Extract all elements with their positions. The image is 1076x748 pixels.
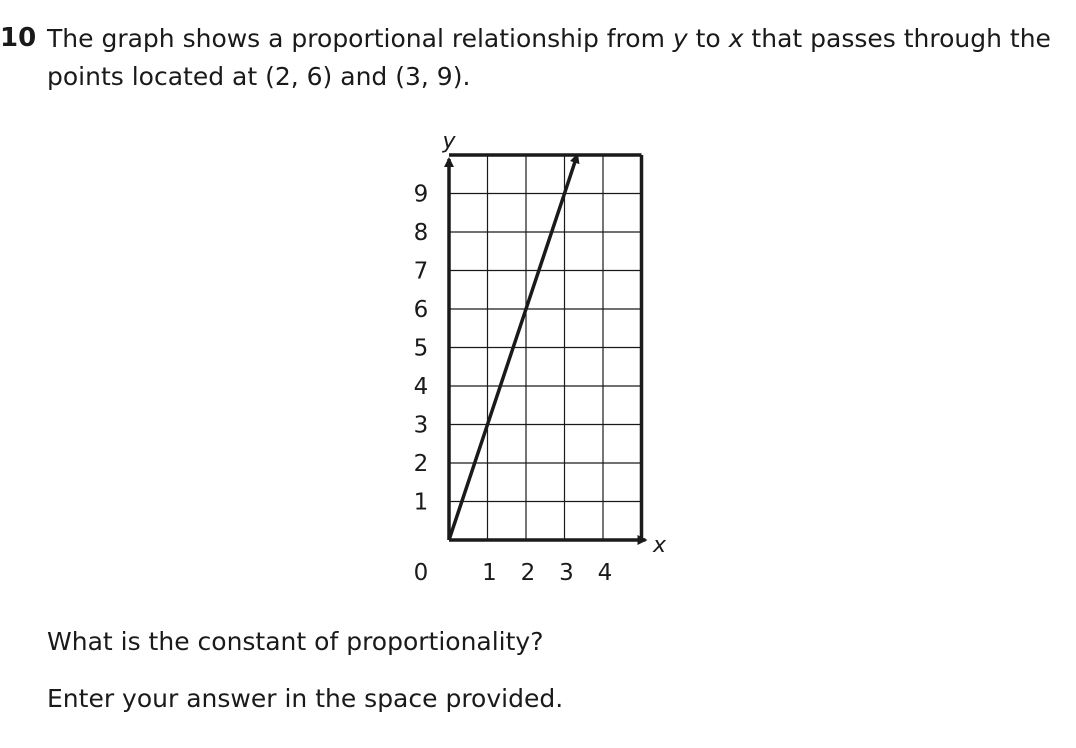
proportional-graph: [395, 126, 675, 596]
stem-text-1: The graph shows a proportional relationship from: [47, 24, 673, 53]
question-prompt: What is the constant of proportionality?: [47, 627, 544, 656]
answer-instruction: Enter your answer in the space provided.: [47, 684, 564, 713]
variable-y: y: [672, 24, 688, 53]
stem-text-2: to: [687, 24, 729, 53]
question-number: 10: [0, 23, 37, 53]
y-tick-label: 6: [413, 297, 429, 323]
y-tick-label: 3: [413, 412, 429, 439]
axis-labels: [414, 129, 667, 586]
x-tick-label: 1: [482, 560, 497, 586]
y-tick-label: 9: [413, 181, 429, 208]
y-tick-label: 2: [413, 451, 429, 477]
y-tick-label: 4: [413, 374, 429, 400]
stem-text-3: that passes through the points located at (2, 6) and (3, 9).: [47, 24, 1051, 91]
y-tick-label: 7: [413, 258, 429, 285]
grid-lines: [449, 155, 642, 540]
x-tick-label: 2: [520, 560, 536, 586]
y-tick-label: 5: [413, 335, 429, 362]
x-tick-label: 3: [559, 560, 574, 586]
variable-x: x: [728, 24, 744, 53]
y-axis-label: y: [442, 129, 456, 154]
y-tick-label: 8: [413, 220, 429, 246]
y-tick-label: 1: [413, 489, 429, 516]
x-axis-label: x: [652, 533, 667, 558]
x-tick-label: 4: [597, 560, 613, 586]
question-stem: [47, 20, 1067, 96]
origin-label: 0: [413, 560, 429, 586]
